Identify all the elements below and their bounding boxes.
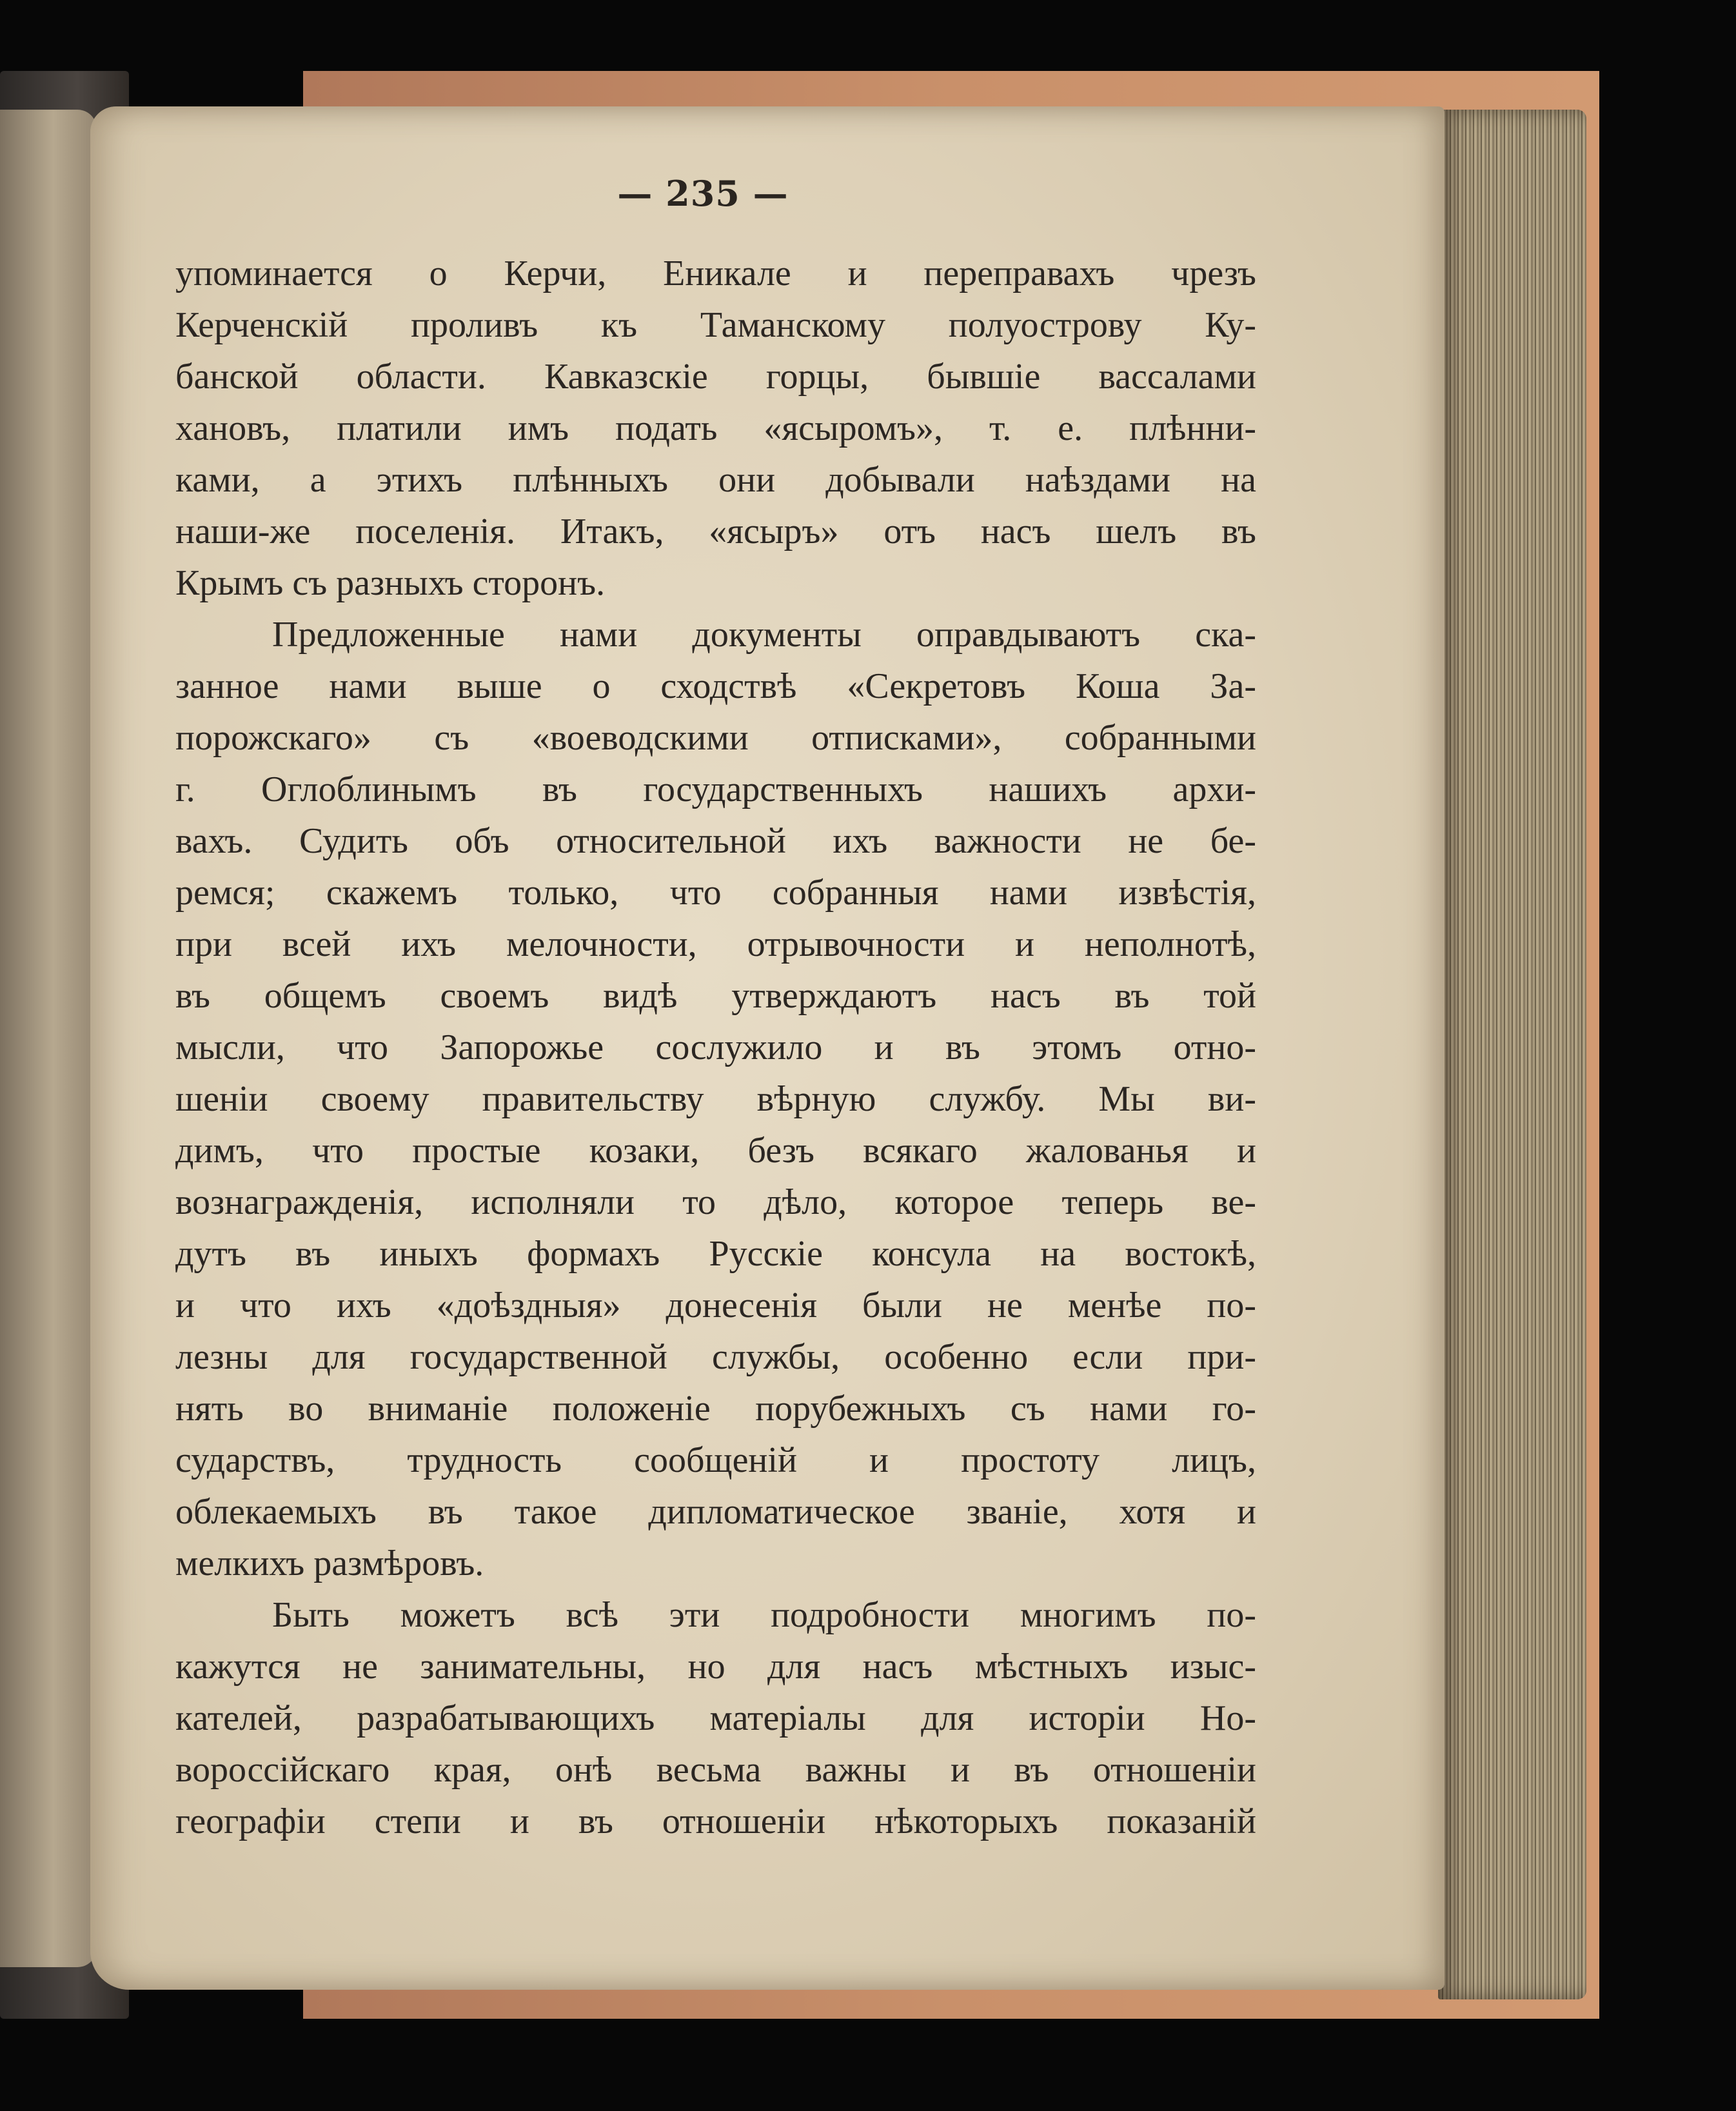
- text-line: Предложенные нами документы оправдываютъ ска-: [272, 615, 1256, 655]
- text-line: кателей, разрабатывающихъ матеріалы для исторіи Но-: [175, 1698, 1256, 1738]
- text-line: нять во вниманіе положеніе порубежныхъ съ нами го-: [175, 1389, 1256, 1429]
- left-page-edge: [0, 110, 97, 1967]
- text-line: банской области. Кавказскіе горцы, бывшіе вассалами: [175, 357, 1256, 397]
- text-line: димъ, что простые козаки, безъ всякаго жалованья и: [175, 1131, 1256, 1171]
- text-line: Быть можетъ всѣ эти подробности многимъ по-: [272, 1595, 1256, 1635]
- text-line: мысли, что Запорожье сослужило и въ этомъ отно-: [175, 1027, 1256, 1067]
- text-line: г. Оглоблинымъ въ государственныхъ нашихъ архи-: [175, 769, 1256, 809]
- text-line: географіи степи и въ отношеніи нѣкоторыхъ показаній: [175, 1801, 1256, 1841]
- page-edges: [1438, 110, 1586, 1999]
- text-line: Керченскій проливъ къ Таманскому полуострову Ку-: [175, 305, 1256, 345]
- text-line: дутъ въ иныхъ формахъ Русскіе консула на востокѣ,: [175, 1234, 1256, 1274]
- text-line: занное нами выше о сходствѣ «Секретовъ Коша За-: [175, 666, 1256, 706]
- text-line: лезны для государственной службы, особенно если при-: [175, 1337, 1256, 1377]
- text-line: вороссійскаго края, онѣ весьма важны и въ отношеніи: [175, 1750, 1256, 1790]
- text-line: кажутся не занимательны, но для насъ мѣстныхъ изыс-: [175, 1647, 1256, 1687]
- text-line: ремся; скажемъ только, что собранныя нами извѣстія,: [175, 873, 1256, 913]
- text-line: вознагражденія, исполняли то дѣло, которое теперь ве-: [175, 1182, 1256, 1222]
- text-line: вахъ. Судить объ относительной ихъ важности не бе-: [175, 821, 1256, 861]
- text-line: хановъ, платили имъ подать «ясыромъ», т. е. плѣнни-: [175, 408, 1256, 448]
- page-number: — 235 —: [617, 173, 789, 214]
- text-line: Крымъ съ разныхъ сторонъ.: [175, 563, 606, 603]
- text-line: облекаемыхъ въ такое дипломатическое званіе, хотя и: [175, 1492, 1256, 1532]
- text-line: при всей ихъ мелочности, отрывочности и неполнотѣ,: [175, 924, 1256, 964]
- text-line: шеніи своему правительству вѣрную службу. Мы ви-: [175, 1079, 1256, 1119]
- text-line: упоминается о Керчи, Еникале и переправахъ чрезъ: [175, 253, 1256, 293]
- text-line: ками, а этихъ плѣнныхъ они добывали наѣздами на: [175, 460, 1256, 500]
- text-line: наши-же поселенія. Итакъ, «ясыръ» отъ насъ шелъ въ: [175, 511, 1256, 551]
- text-line: въ общемъ своемъ видѣ утверждаютъ насъ въ той: [175, 976, 1256, 1016]
- text-line: мелкихъ размѣровъ.: [175, 1543, 484, 1583]
- text-line: сударствъ, трудность сообщеній и простоту лицъ,: [175, 1440, 1256, 1480]
- text-line: и что ихъ «доѣздныя» донесенія были не менѣе по-: [175, 1285, 1256, 1325]
- body-text: [175, 248, 1256, 1847]
- text-line: порожскаго» съ «воеводскими отписками», собранными: [175, 718, 1256, 758]
